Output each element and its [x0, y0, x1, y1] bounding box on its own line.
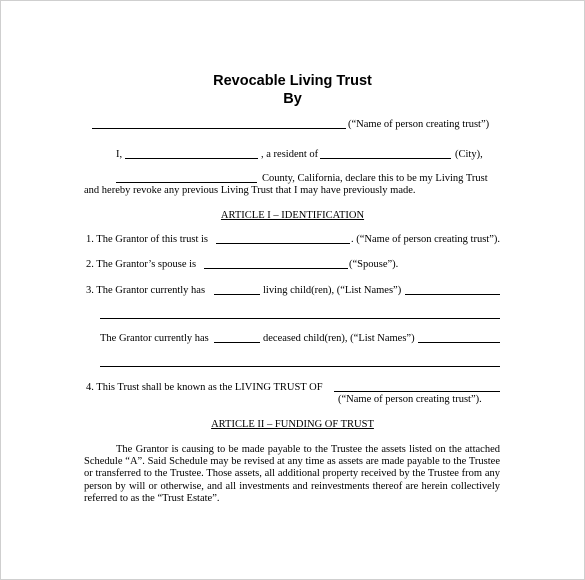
deceased-children-count-field[interactable]	[214, 342, 260, 343]
city-field[interactable]	[320, 158, 451, 159]
grantor-name-field[interactable]	[216, 243, 350, 244]
item1-label: 1. The Grantor of this trust is	[86, 234, 209, 245]
decl-county-text: County, California, declare this to be my Living Trust	[262, 173, 488, 184]
spouse-name-field[interactable]	[204, 268, 348, 269]
item2-hint: (“Spouse”).	[349, 259, 399, 270]
deceased-children-names-line2[interactable]	[100, 366, 500, 367]
declarant-name-field[interactable]	[125, 158, 258, 159]
item1-hint: . (“Name of person creating trust”).	[351, 234, 500, 245]
decl-revoke-text: and hereby revoke any previous Living Trust that I may have previously made.	[84, 185, 416, 196]
name-field-line[interactable]	[92, 128, 346, 129]
article2-paragraph: The Grantor is causing to be made payable to the Trustee the assets listed on the attached Schedule “A”. Said Schedule may be revised at any time as assets are made payable to the Trustee or transferred to the Trustee. Those assets, all additional property received by the Trustee from any person by will or otherwise, and all investments and reinvestments thereof are herein collectively referred to as the “Trust Estate”.	[84, 444, 500, 504]
item3b-deceased-label: deceased child(ren), (“List Names”)	[263, 333, 415, 344]
living-children-count-field[interactable]	[214, 294, 260, 295]
deceased-children-names-field[interactable]	[418, 342, 500, 343]
decl-city-label: (City),	[455, 149, 483, 160]
article1-heading: ARTICLE I – IDENTIFICATION	[220, 210, 365, 221]
trust-name-field[interactable]	[334, 391, 500, 392]
county-field[interactable]	[116, 182, 257, 183]
decl-resident-label: , a resident of	[261, 149, 319, 160]
item3b-label: The Grantor currently has	[100, 333, 209, 344]
item2-label: 2. The Grantor’s spouse is	[86, 259, 197, 270]
item4-label: 4. This Trust shall be known as the LIVING TRUST OF	[86, 382, 323, 393]
item3-living-label: living child(ren), (“List Names”)	[263, 285, 402, 296]
name-field-hint: (“Name of person creating trust”)	[348, 119, 490, 130]
item3-label: 3. The Grantor currently has	[86, 285, 206, 296]
document-subtitle: By	[283, 91, 302, 107]
article2-heading: ARTICLE II – FUNDING OF TRUST	[211, 419, 374, 430]
living-children-names-line2[interactable]	[100, 318, 500, 319]
document-title: Revocable Living Trust	[213, 73, 372, 89]
living-children-names-field[interactable]	[405, 294, 500, 295]
item4-hint: (“Name of person creating trust”).	[338, 394, 482, 405]
decl-i-label: I,	[116, 149, 123, 160]
